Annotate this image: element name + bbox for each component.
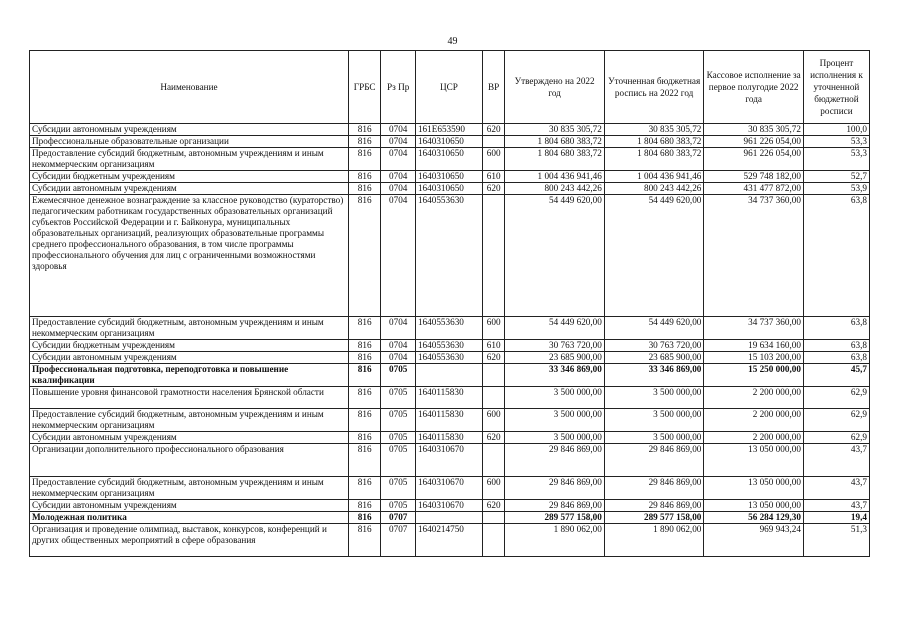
cell-vr: 600 bbox=[482, 317, 504, 340]
cell-percent: 19,4 bbox=[803, 512, 869, 524]
cell-approved: 33 346 869,00 bbox=[505, 364, 605, 387]
cell-cash: 13 050 000,00 bbox=[704, 444, 804, 477]
cell-cash: 13 050 000,00 bbox=[704, 500, 804, 512]
header-vr: ВР bbox=[482, 51, 504, 124]
cell-rzpr: 0704 bbox=[381, 195, 416, 317]
cell-approved: 1 804 680 383,72 bbox=[505, 136, 605, 148]
cell-rzpr: 0704 bbox=[381, 171, 416, 183]
cell-vr bbox=[482, 195, 504, 317]
cell-rzpr: 0707 bbox=[381, 524, 416, 557]
cell-csr: 1640553630 bbox=[415, 352, 482, 364]
cell-percent: 62,9 bbox=[803, 387, 869, 409]
cell-grbs: 816 bbox=[348, 124, 381, 136]
cell-grbs: 816 bbox=[348, 524, 381, 557]
cell-percent: 63,8 bbox=[803, 340, 869, 352]
table-row bbox=[30, 195, 870, 317]
cell-name: Профессиональные образовательные организации bbox=[30, 136, 349, 148]
cell-percent: 53,3 bbox=[803, 136, 869, 148]
cell-csr: 1640310650 bbox=[415, 171, 482, 183]
table-row bbox=[30, 317, 870, 340]
cell-refined: 54 449 620,00 bbox=[604, 317, 704, 340]
cell-name: Профессиональная подготовка, переподготовка и повышение квалификации bbox=[30, 364, 349, 387]
cell-name: Предоставление субсидий бюджетным, автономным учреждениям и иным некоммерческим организациям bbox=[30, 409, 349, 432]
cell-vr: 600 bbox=[482, 409, 504, 432]
table-row bbox=[30, 183, 870, 195]
table-row bbox=[30, 124, 870, 136]
cell-name: Субсидии автономным учреждениям bbox=[30, 183, 349, 195]
cell-refined: 30 763 720,00 bbox=[604, 340, 704, 352]
cell-vr: 620 bbox=[482, 352, 504, 364]
cell-csr: 161E653590 bbox=[415, 124, 482, 136]
cell-csr: 1640310650 bbox=[415, 183, 482, 195]
cell-rzpr: 0705 bbox=[381, 409, 416, 432]
cell-csr: 1640214750 bbox=[415, 524, 482, 557]
cell-approved: 3 500 000,00 bbox=[505, 409, 605, 432]
cell-percent: 53,9 bbox=[803, 183, 869, 195]
cell-refined: 29 846 869,00 bbox=[604, 444, 704, 477]
table-row bbox=[30, 136, 870, 148]
cell-approved: 54 449 620,00 bbox=[505, 317, 605, 340]
cell-name: Субсидии бюджетным учреждениям bbox=[30, 171, 349, 183]
cell-cash: 961 226 054,00 bbox=[704, 136, 804, 148]
cell-percent: 63,8 bbox=[803, 352, 869, 364]
cell-approved: 29 846 869,00 bbox=[505, 477, 605, 500]
cell-vr: 610 bbox=[482, 171, 504, 183]
cell-vr: 600 bbox=[482, 477, 504, 500]
cell-grbs: 816 bbox=[348, 364, 381, 387]
cell-approved: 289 577 158,00 bbox=[505, 512, 605, 524]
cell-vr bbox=[482, 387, 504, 409]
header-grbs: ГРБС bbox=[348, 51, 381, 124]
cell-vr: 620 bbox=[482, 183, 504, 195]
cell-csr: 1640115830 bbox=[415, 409, 482, 432]
cell-vr bbox=[482, 524, 504, 557]
cell-name: Субсидии бюджетным учреждениям bbox=[30, 340, 349, 352]
cell-rzpr: 0705 bbox=[381, 364, 416, 387]
cell-rzpr: 0704 bbox=[381, 352, 416, 364]
cell-cash: 15 103 200,00 bbox=[704, 352, 804, 364]
table-row bbox=[30, 432, 870, 444]
cell-vr bbox=[482, 512, 504, 524]
cell-percent: 45,7 bbox=[803, 364, 869, 387]
cell-grbs: 816 bbox=[348, 512, 381, 524]
cell-vr bbox=[482, 364, 504, 387]
cell-csr: 1640115830 bbox=[415, 387, 482, 409]
cell-rzpr: 0704 bbox=[381, 340, 416, 352]
cell-rzpr: 0705 bbox=[381, 387, 416, 409]
table-row bbox=[30, 352, 870, 364]
table-row bbox=[30, 512, 870, 524]
header-name: Наименование bbox=[30, 51, 349, 124]
cell-refined: 1 004 436 941,46 bbox=[604, 171, 704, 183]
cell-approved: 1 804 680 383,72 bbox=[505, 148, 605, 171]
cell-percent: 43,7 bbox=[803, 500, 869, 512]
cell-refined: 30 835 305,72 bbox=[604, 124, 704, 136]
cell-csr: 1640553630 bbox=[415, 195, 482, 317]
cell-approved: 1 004 436 941,46 bbox=[505, 171, 605, 183]
cell-percent: 52,7 bbox=[803, 171, 869, 183]
cell-csr bbox=[415, 364, 482, 387]
cell-vr: 610 bbox=[482, 340, 504, 352]
cell-grbs: 816 bbox=[348, 317, 381, 340]
cell-csr: 1640553630 bbox=[415, 317, 482, 340]
cell-approved: 30 763 720,00 bbox=[505, 340, 605, 352]
table-row bbox=[30, 500, 870, 512]
cell-grbs: 816 bbox=[348, 409, 381, 432]
cell-csr: 1640310670 bbox=[415, 500, 482, 512]
cell-csr: 1640310650 bbox=[415, 148, 482, 171]
table-row bbox=[30, 340, 870, 352]
cell-cash: 431 477 872,00 bbox=[704, 183, 804, 195]
cell-refined: 29 846 869,00 bbox=[604, 477, 704, 500]
cell-percent: 62,9 bbox=[803, 432, 869, 444]
cell-name: Молодежная политика bbox=[30, 512, 349, 524]
cell-refined: 800 243 442,26 bbox=[604, 183, 704, 195]
cell-csr: 1640310670 bbox=[415, 444, 482, 477]
cell-name: Предоставление субсидий бюджетным, автономным учреждениям и иным некоммерческим организациям bbox=[30, 477, 349, 500]
cell-cash: 34 737 360,00 bbox=[704, 317, 804, 340]
cell-grbs: 816 bbox=[348, 340, 381, 352]
cell-rzpr: 0704 bbox=[381, 136, 416, 148]
cell-percent: 51,3 bbox=[803, 524, 869, 557]
table-row bbox=[30, 387, 870, 409]
cell-percent: 63,8 bbox=[803, 317, 869, 340]
cell-approved: 54 449 620,00 bbox=[505, 195, 605, 317]
cell-rzpr: 0704 bbox=[381, 148, 416, 171]
table-body bbox=[30, 124, 870, 557]
cell-cash: 969 943,24 bbox=[704, 524, 804, 557]
cell-vr: 620 bbox=[482, 432, 504, 444]
cell-percent: 63,8 bbox=[803, 195, 869, 317]
cell-name: Организация и проведение олимпиад, выставок, конкурсов, конференций и других общественных мероприятий в сфере образования bbox=[30, 524, 349, 557]
cell-rzpr: 0705 bbox=[381, 444, 416, 477]
budget-table bbox=[29, 50, 870, 557]
header-cash: Кассовое исполнение за первое полугодие 2022 года bbox=[704, 51, 804, 124]
cell-refined: 3 500 000,00 bbox=[604, 387, 704, 409]
cell-cash: 13 050 000,00 bbox=[704, 477, 804, 500]
cell-vr: 620 bbox=[482, 500, 504, 512]
cell-rzpr: 0707 bbox=[381, 512, 416, 524]
header-csr: ЦСР bbox=[415, 51, 482, 124]
cell-grbs: 816 bbox=[348, 136, 381, 148]
header-refined: Уточненная бюджетная роспись на 2022 год bbox=[604, 51, 704, 124]
table-row bbox=[30, 409, 870, 432]
cell-approved: 29 846 869,00 bbox=[505, 444, 605, 477]
cell-approved: 29 846 869,00 bbox=[505, 500, 605, 512]
cell-cash: 56 284 129,30 bbox=[704, 512, 804, 524]
cell-grbs: 816 bbox=[348, 171, 381, 183]
table-row bbox=[30, 148, 870, 171]
cell-refined: 33 346 869,00 bbox=[604, 364, 704, 387]
table-row bbox=[30, 171, 870, 183]
cell-name: Предоставление субсидий бюджетным, автономным учреждениям и иным некоммерческим организациям bbox=[30, 148, 349, 171]
cell-name: Предоставление субсидий бюджетным, автономным учреждениям и иным некоммерческим организациям bbox=[30, 317, 349, 340]
header-rzpr: Рз Пр bbox=[381, 51, 416, 124]
cell-csr: 1640310650 bbox=[415, 136, 482, 148]
cell-grbs: 816 bbox=[348, 183, 381, 195]
cell-grbs: 816 bbox=[348, 195, 381, 317]
cell-name: Субсидии автономным учреждениям bbox=[30, 432, 349, 444]
cell-vr bbox=[482, 444, 504, 477]
header-percent: Процент исполнения к уточненной бюджетной росписи bbox=[803, 51, 869, 124]
cell-rzpr: 0705 bbox=[381, 432, 416, 444]
cell-name: Субсидии автономным учреждениям bbox=[30, 352, 349, 364]
cell-rzpr: 0705 bbox=[381, 500, 416, 512]
cell-percent: 100,0 bbox=[803, 124, 869, 136]
cell-cash: 2 200 000,00 bbox=[704, 387, 804, 409]
cell-approved: 3 500 000,00 bbox=[505, 432, 605, 444]
cell-cash: 15 250 000,00 bbox=[704, 364, 804, 387]
cell-csr bbox=[415, 512, 482, 524]
cell-rzpr: 0705 bbox=[381, 477, 416, 500]
cell-rzpr: 0704 bbox=[381, 124, 416, 136]
cell-grbs: 816 bbox=[348, 432, 381, 444]
cell-approved: 3 500 000,00 bbox=[505, 387, 605, 409]
cell-csr: 1640115830 bbox=[415, 432, 482, 444]
cell-cash: 34 737 360,00 bbox=[704, 195, 804, 317]
cell-approved: 30 835 305,72 bbox=[505, 124, 605, 136]
table-header-row bbox=[30, 51, 870, 124]
cell-cash: 19 634 160,00 bbox=[704, 340, 804, 352]
cell-name: Ежемесячное денежное вознаграждение за классное руководство (кураторство) педагогическим работникам государственных образовательных организаций субъектов Российской Федерации и г. Байконура, муниципальных образовательных организаций, реализующих образовательные программы среднего профессионального образования, в том числе программы профессионального обучения для лиц с ограниченными возможностями здоровья bbox=[30, 195, 349, 317]
cell-grbs: 816 bbox=[348, 148, 381, 171]
cell-refined: 1 804 680 383,72 bbox=[604, 136, 704, 148]
cell-csr: 1640553630 bbox=[415, 340, 482, 352]
cell-cash: 30 835 305,72 bbox=[704, 124, 804, 136]
table-row bbox=[30, 477, 870, 500]
cell-refined: 29 846 869,00 bbox=[604, 500, 704, 512]
table-row bbox=[30, 444, 870, 477]
cell-csr: 1640310670 bbox=[415, 477, 482, 500]
cell-percent: 62,9 bbox=[803, 409, 869, 432]
cell-rzpr: 0704 bbox=[381, 183, 416, 195]
cell-grbs: 816 bbox=[348, 477, 381, 500]
cell-refined: 23 685 900,00 bbox=[604, 352, 704, 364]
cell-refined: 289 577 158,00 bbox=[604, 512, 704, 524]
cell-name: Повышение уровня финансовой грамотности населения Брянской области bbox=[30, 387, 349, 409]
cell-grbs: 816 bbox=[348, 500, 381, 512]
cell-approved: 23 685 900,00 bbox=[505, 352, 605, 364]
cell-grbs: 816 bbox=[348, 444, 381, 477]
cell-refined: 54 449 620,00 bbox=[604, 195, 704, 317]
cell-grbs: 816 bbox=[348, 352, 381, 364]
cell-name: Организации дополнительного профессионального образования bbox=[30, 444, 349, 477]
table-row bbox=[30, 364, 870, 387]
cell-vr bbox=[482, 136, 504, 148]
cell-refined: 1 890 062,00 bbox=[604, 524, 704, 557]
cell-grbs: 816 bbox=[348, 387, 381, 409]
cell-name: Субсидии автономным учреждениям bbox=[30, 124, 349, 136]
cell-refined: 3 500 000,00 bbox=[604, 432, 704, 444]
cell-percent: 43,7 bbox=[803, 444, 869, 477]
cell-refined: 1 804 680 383,72 bbox=[604, 148, 704, 171]
cell-percent: 53,3 bbox=[803, 148, 869, 171]
cell-cash: 529 748 182,00 bbox=[704, 171, 804, 183]
cell-approved: 800 243 442,26 bbox=[505, 183, 605, 195]
cell-percent: 43,7 bbox=[803, 477, 869, 500]
cell-vr: 620 bbox=[482, 124, 504, 136]
cell-cash: 2 200 000,00 bbox=[704, 409, 804, 432]
cell-name: Субсидии автономным учреждениям bbox=[30, 500, 349, 512]
header-approved: Утверждено на 2022 год bbox=[505, 51, 605, 124]
page-number: 49 bbox=[447, 36, 458, 47]
cell-vr: 600 bbox=[482, 148, 504, 171]
cell-rzpr: 0704 bbox=[381, 317, 416, 340]
cell-approved: 1 890 062,00 bbox=[505, 524, 605, 557]
cell-cash: 961 226 054,00 bbox=[704, 148, 804, 171]
table-row bbox=[30, 524, 870, 557]
cell-cash: 2 200 000,00 bbox=[704, 432, 804, 444]
cell-refined: 3 500 000,00 bbox=[604, 409, 704, 432]
